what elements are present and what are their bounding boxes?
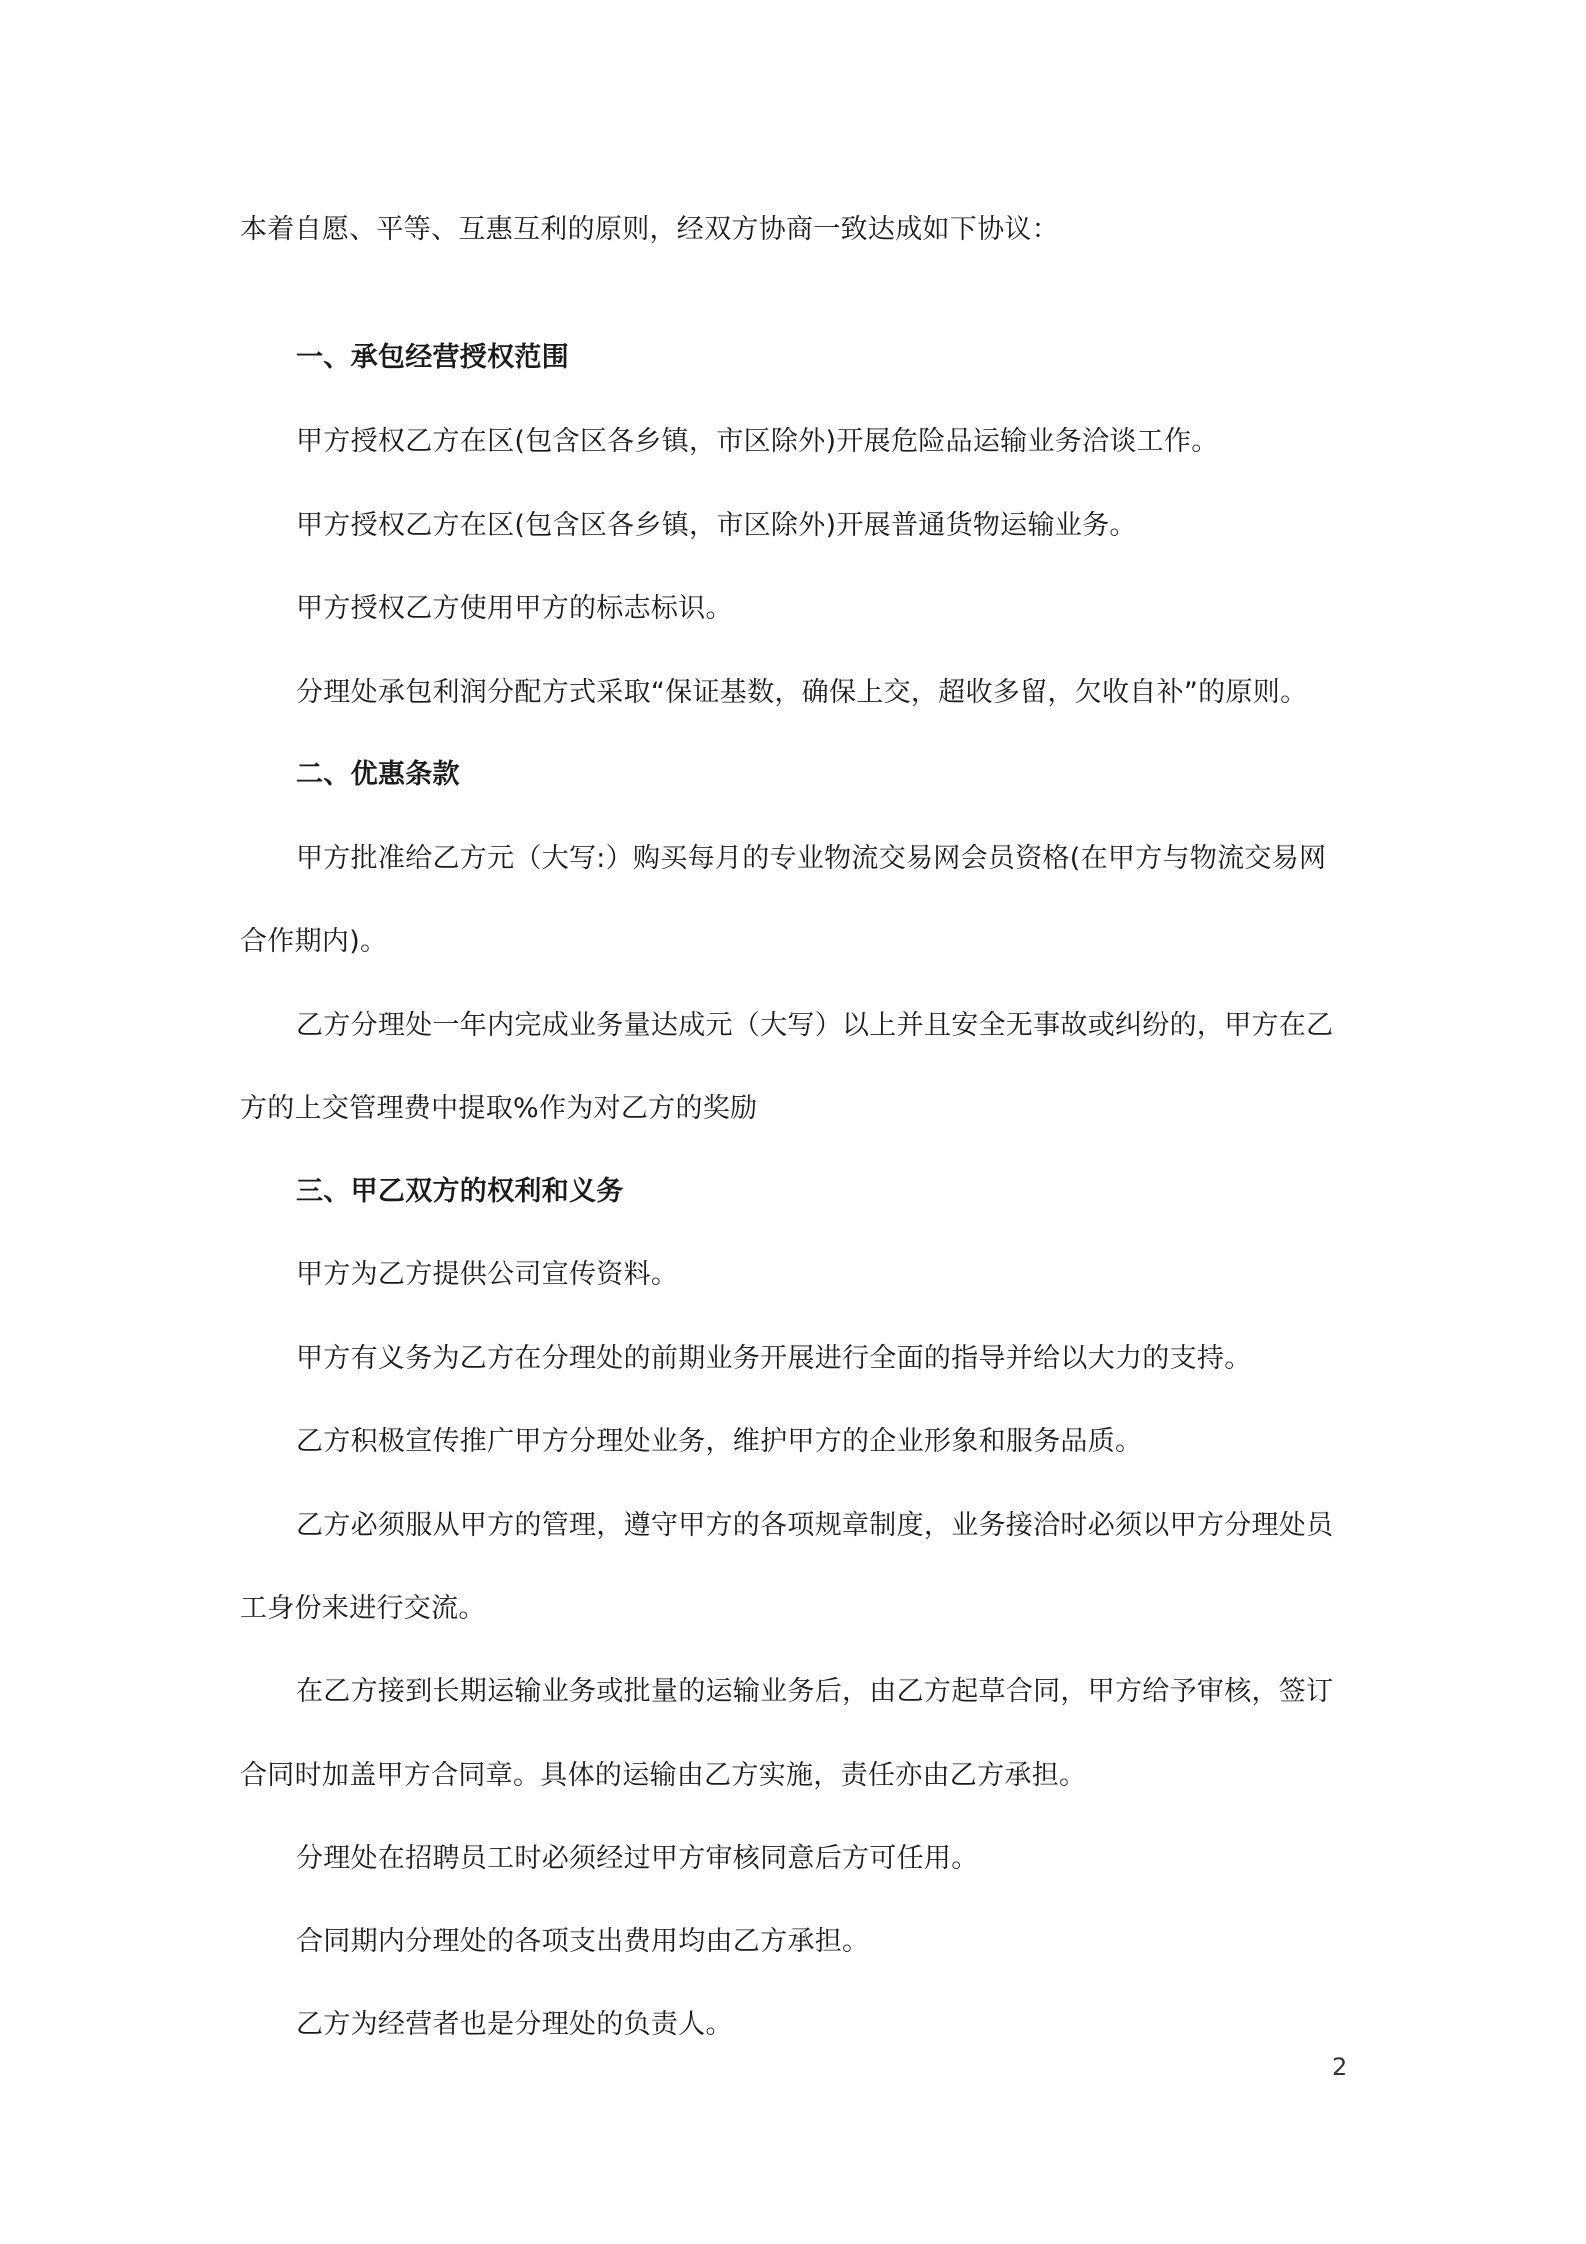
section-3-paragraph-6: 分理处在招聘员工时必须经过甲方审核同意后方可任用。 — [296, 1843, 979, 1874]
section-2-paragraph-2-line-2: 方的上交管理费中提取%作为对乙方的奖励 — [240, 1093, 758, 1124]
section-2-paragraph-2-line-1: 乙方分理处一年内完成业务量达成元（大写）以上并且安全无事故或纠纷的，甲方在乙 — [296, 1010, 1334, 1041]
section-3-paragraph-4-line-2: 工身份来进行交流。 — [240, 1593, 486, 1624]
section-2-paragraph-1-line-1: 甲方批准给乙方元（大写:）购买每月的专业物流交易网会员资格(在甲方与物流交易网 — [296, 843, 1327, 874]
section-2-heading: 二、优惠条款 — [296, 759, 460, 790]
page-number: 2 — [1332, 2053, 1348, 2081]
section-1-paragraph-3: 甲方授权乙方使用甲方的标志标识。 — [296, 593, 733, 624]
section-3-paragraph-2: 甲方有义务为乙方在分理处的前期业务开展进行全面的指导并给以大力的支持。 — [296, 1343, 1252, 1374]
section-3-paragraph-1: 甲方为乙方提供公司宣传资料。 — [296, 1259, 679, 1290]
section-3-heading: 三、甲乙双方的权利和义务 — [296, 1176, 624, 1207]
section-1-paragraph-2: 甲方授权乙方在区(包含区各乡镇，市区除外)开展普通货物运输业务。 — [296, 510, 1137, 541]
section-1-heading: 一、承包经营授权范围 — [296, 342, 569, 373]
section-3-paragraph-8: 乙方为经营者也是分理处的负责人。 — [296, 2009, 733, 2040]
section-3-paragraph-4-line-1: 乙方必须服从甲方的管理，遵守甲方的各项规章制度，业务接洽时必须以甲方分理处员 — [296, 1510, 1334, 1541]
intro-paragraph: 本着自愿、平等、互惠互利的原则，经双方协商一致达成如下协议： — [240, 214, 1059, 245]
section-3-paragraph-3: 乙方积极宣传推广甲方分理处业务，维护甲方的企业形象和服务品质。 — [296, 1426, 1143, 1457]
section-2-paragraph-1-line-2: 合作期内)。 — [240, 926, 388, 957]
section-3-paragraph-5-line-1: 在乙方接到长期运输业务或批量的运输业务后，由乙方起草合同，甲方给予审核，签订 — [296, 1676, 1334, 1707]
section-3-paragraph-5-line-2: 合同时加盖甲方合同章。具体的运输由乙方实施，责任亦由乙方承担。 — [240, 1760, 1087, 1791]
section-1-paragraph-4: 分理处承包利润分配方式采取“保证基数，确保上交，超收多留，欠收自补”的原则。 — [296, 677, 1308, 708]
section-1-paragraph-1: 甲方授权乙方在区(包含区各乡镇，市区除外)开展危险品运输业务洽谈工作。 — [296, 426, 1219, 457]
section-3-paragraph-7: 合同期内分理处的各项支出费用均由乙方承担。 — [296, 1926, 870, 1957]
